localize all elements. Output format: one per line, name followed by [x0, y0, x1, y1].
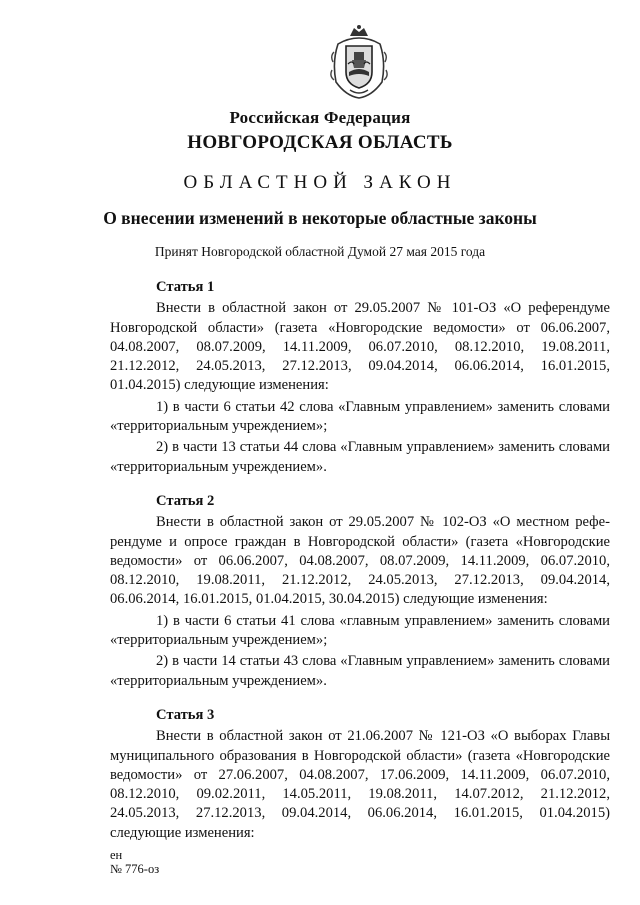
article-paragraph: Внести в областной закон от 29.05.2007 № 102-ОЗ «О местном референдуме и опросе граждан в Новгородской области» (газета «Новгородские ведомости» от 06.06.2007, 04.08.2007, 08.07.2009, 14.11.2009, 06.07.2010, 08.12.2010, 19.08.2011, 21.12.2012, 24.05.2013, 27.12.2013, 09.04.2014, 06.06.2014, 16.01.2015, 01.04.2015, 30.04.2015) следующие изменения: — [110, 514, 610, 608]
document-number: № 776-оз — [110, 862, 160, 876]
article-paragraph: Внести в областной закон от 29.05.2007 № 101-ОЗ «О референдуме Новгородской области» (газета «Новгородские ведомости» от 06.06.2007, 04.08.2007, 08.07.2009, 14.11.2009, 06.07.2010, 08.12.2010, 19.08.2011, 21.12.2012, 24.05.2013, 27.12.2013, 09.04.2014, 06.06.2014, 16.01.2015, 01.04.2015) следующие изменения: — [110, 300, 610, 394]
region-heading: НОВГОРОДСКАЯ ОБЛАСТЬ — [187, 132, 453, 153]
article-paragraph: 1) в части 6 статьи 41 слова «главным управлением» заменить словами «территориальным учреждением»; — [110, 612, 610, 649]
coat-of-arms-icon — [328, 22, 390, 100]
adoption-note: Принят Новгородской областной Думой 27 мая 2015 года — [154, 244, 486, 259]
article-paragraph: 2) в части 13 статьи 44 слова «Главным управлением» заменить словами «территориальным учреждением». — [110, 439, 610, 475]
country-heading: Российская Федерация — [229, 108, 411, 127]
document-footer — [110, 848, 159, 876]
article-paragraph: 2) в части 14 статьи 43 слова «Главным управлением» заменить словами «территориальным учреждением». — [110, 653, 610, 689]
law-title: О внесении изменений в некоторые областные законы — [103, 208, 537, 228]
article-3 — [110, 706, 610, 843]
article-1 — [110, 278, 610, 477]
article-2 — [110, 492, 610, 691]
article-heading: Статья 2 — [156, 493, 215, 509]
article-heading: Статья 1 — [156, 279, 215, 295]
article-paragraph: 1) в части 6 статьи 42 слова «Главным управлением» заменить словами «территориальным учреждением»; — [110, 398, 610, 435]
law-type-heading: ОБЛАСТНОЙ ЗАКОН — [183, 172, 457, 193]
article-paragraph: Внести в областной закон от 21.06.2007 № 121-ОЗ «О выборах Главы муниципального образования в Новгородской области» (газета «Новгородские ведомости» от 27.06.2007, 04.08.2007, 17.06.2009, 14.11.2009, 06.07.2010, 08.12.2010, 09.02.2011, 14.05.2011, 19.08.2011, 14.07.2012, 21.12.2012, 24.05.2013, 27.12.2013, 09.04.2014, 06.06.2014, 16.01.2015, 01.04.2015) следующие изменения: — [110, 728, 610, 841]
article-heading: Статья 3 — [156, 707, 215, 723]
executor-initials: ен — [110, 848, 123, 862]
